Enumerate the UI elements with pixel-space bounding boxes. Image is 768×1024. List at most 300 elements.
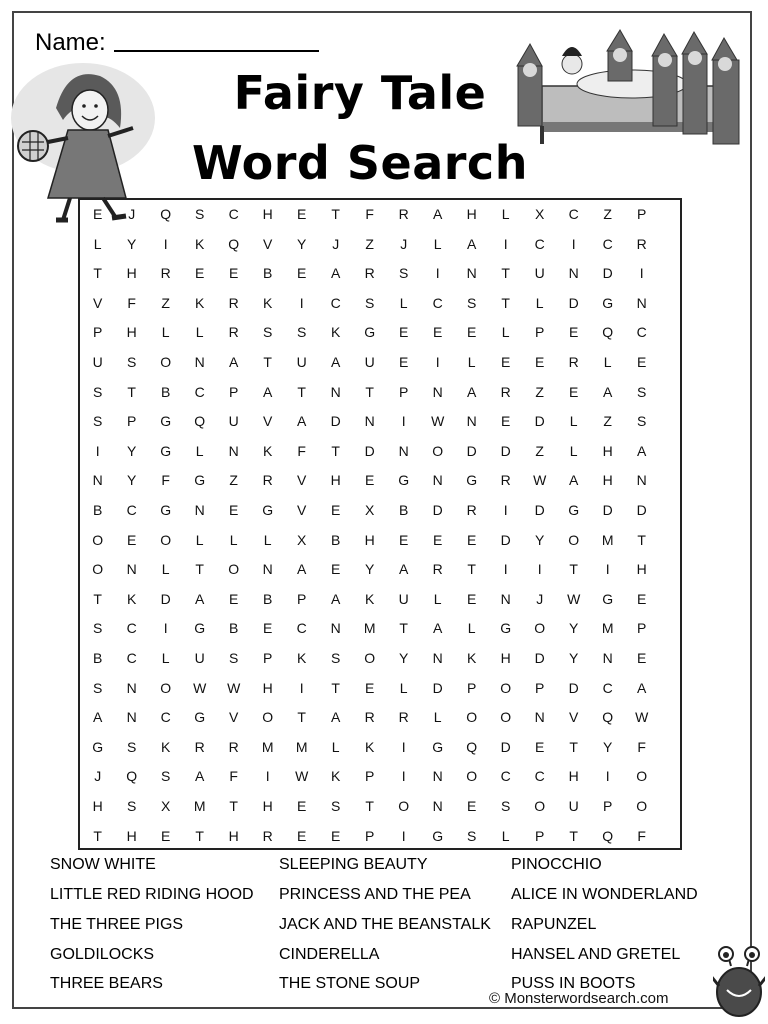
grid-letter[interactable]: I xyxy=(401,413,406,430)
grid-letter[interactable]: K xyxy=(263,294,273,311)
grid-letter[interactable]: L xyxy=(195,324,204,341)
grid-letter[interactable]: Z xyxy=(161,294,170,311)
grid-letter[interactable]: E xyxy=(331,561,341,578)
grid-letter[interactable]: I xyxy=(299,294,304,311)
grid-letter[interactable]: P xyxy=(603,798,613,814)
grid-letter[interactable]: A xyxy=(433,620,443,637)
grid-letter[interactable]: L xyxy=(467,354,476,370)
grid-letter[interactable]: L xyxy=(195,531,204,548)
grid-letter[interactable]: I xyxy=(163,620,168,637)
grid-letter[interactable]: U xyxy=(534,265,545,282)
grid-letter[interactable]: C xyxy=(126,650,137,666)
grid-letter[interactable]: R xyxy=(432,561,443,578)
grid-letter[interactable]: O xyxy=(160,531,172,548)
grid-letter[interactable]: T xyxy=(501,294,510,311)
grid-letter[interactable]: C xyxy=(534,235,545,252)
grid-letter[interactable]: J xyxy=(94,768,102,785)
grid-letter[interactable]: G xyxy=(432,827,444,844)
grid-letter[interactable]: I xyxy=(503,561,508,578)
grid-letter[interactable]: A xyxy=(297,413,307,430)
grid-letter[interactable]: D xyxy=(568,679,579,696)
grid-letter[interactable]: D xyxy=(534,502,545,518)
grid-letter[interactable]: A xyxy=(603,383,613,400)
grid-letter[interactable]: F xyxy=(297,442,306,459)
grid-letter[interactable]: J xyxy=(332,235,340,252)
grid-letter[interactable]: L xyxy=(331,738,340,755)
grid-letter[interactable]: G xyxy=(92,738,104,755)
grid-letter[interactable]: W xyxy=(193,679,207,696)
grid-letter[interactable]: P xyxy=(93,324,103,341)
grid-letter[interactable]: H xyxy=(126,324,137,341)
grid-letter[interactable]: Y xyxy=(365,561,375,578)
grid-letter[interactable]: N xyxy=(432,383,443,400)
grid-letter[interactable]: T xyxy=(365,383,374,400)
grid-letter[interactable]: W xyxy=(431,413,445,430)
grid-letter[interactable]: O xyxy=(636,768,648,785)
grid-letter[interactable]: E xyxy=(127,531,137,548)
grid-letter[interactable]: L xyxy=(501,206,510,222)
grid-letter[interactable]: N xyxy=(534,709,545,726)
grid-letter[interactable]: G xyxy=(466,472,478,489)
grid-letter[interactable]: T xyxy=(569,561,578,578)
grid-letter[interactable]: P xyxy=(229,383,239,400)
grid-letter[interactable]: O xyxy=(432,442,444,459)
grid-letter[interactable]: N xyxy=(466,265,477,282)
grid-letter[interactable]: X xyxy=(365,502,375,518)
grid-letter[interactable]: O xyxy=(500,679,512,696)
grid-letter[interactable]: X xyxy=(161,798,171,814)
grid-letter[interactable]: Y xyxy=(127,472,137,489)
grid-letter[interactable]: E xyxy=(297,827,307,844)
grid-letter[interactable]: M xyxy=(363,620,376,637)
grid-letter[interactable]: K xyxy=(195,235,205,252)
grid-letter[interactable]: F xyxy=(229,768,238,785)
grid-letter[interactable]: T xyxy=(229,798,238,814)
grid-letter[interactable]: R xyxy=(364,265,375,282)
grid-letter[interactable]: N xyxy=(228,442,239,459)
grid-letter[interactable]: P xyxy=(399,383,409,400)
grid-letter[interactable]: K xyxy=(195,294,205,311)
grid-letter[interactable]: V xyxy=(229,709,239,726)
grid-letter[interactable]: O xyxy=(466,709,478,726)
grid-letter[interactable]: T xyxy=(331,679,340,696)
grid-letter[interactable]: E xyxy=(535,738,545,755)
grid-letter[interactable]: Q xyxy=(602,324,614,341)
grid-letter[interactable]: O xyxy=(466,768,478,785)
grid-letter[interactable]: L xyxy=(603,354,612,370)
grid-letter[interactable]: D xyxy=(500,442,511,459)
grid-letter[interactable]: P xyxy=(365,768,375,785)
grid-letter[interactable]: M xyxy=(601,620,614,637)
grid-letter[interactable]: R xyxy=(500,472,511,489)
grid-letter[interactable]: I xyxy=(163,235,168,252)
grid-letter[interactable]: B xyxy=(263,265,273,282)
grid-letter[interactable]: E xyxy=(501,354,511,370)
grid-letter[interactable]: T xyxy=(399,620,408,637)
grid-letter[interactable]: B xyxy=(93,650,103,666)
grid-letter[interactable]: G xyxy=(194,620,206,637)
grid-letter[interactable]: E xyxy=(467,590,477,607)
grid-letter[interactable]: N xyxy=(126,709,137,726)
grid-letter[interactable]: E xyxy=(195,265,205,282)
grid-letter[interactable]: N xyxy=(126,679,137,696)
grid-letter[interactable]: I xyxy=(537,561,542,578)
grid-letter[interactable]: N xyxy=(194,354,205,370)
grid-letter[interactable]: I xyxy=(605,561,610,578)
grid-letter[interactable]: I xyxy=(299,679,304,696)
grid-letter[interactable]: Q xyxy=(228,235,240,252)
grid-letter[interactable]: M xyxy=(261,738,274,755)
grid-letter[interactable]: U xyxy=(364,354,375,370)
grid-letter[interactable]: V xyxy=(93,294,103,311)
grid-letter[interactable]: B xyxy=(93,502,103,518)
grid-letter[interactable]: T xyxy=(365,798,374,814)
grid-letter[interactable]: O xyxy=(364,650,376,666)
grid-letter[interactable]: T xyxy=(195,827,204,844)
grid-letter[interactable]: E xyxy=(535,354,545,370)
grid-letter[interactable]: K xyxy=(365,738,375,755)
grid-letter[interactable]: Q xyxy=(194,413,206,430)
grid-letter[interactable]: L xyxy=(433,590,442,607)
grid-letter[interactable]: K xyxy=(161,738,171,755)
grid-letter[interactable]: E xyxy=(365,472,375,489)
grid-letter[interactable]: T xyxy=(93,590,102,607)
grid-letter[interactable]: S xyxy=(331,650,341,666)
grid-letter[interactable]: A xyxy=(331,265,341,282)
grid-letter[interactable]: K xyxy=(127,590,137,607)
grid-letter[interactable]: C xyxy=(126,502,137,518)
grid-letter[interactable]: Z xyxy=(603,413,612,430)
grid-letter[interactable]: I xyxy=(503,235,508,252)
grid-letter[interactable]: A xyxy=(195,768,205,785)
grid-letter[interactable]: I xyxy=(401,827,406,844)
grid-letter[interactable]: S xyxy=(229,650,239,666)
grid-letter[interactable]: S xyxy=(93,679,103,696)
grid-letter[interactable]: H xyxy=(330,472,341,489)
grid-letter[interactable]: S xyxy=(93,620,103,637)
grid-letter[interactable]: Z xyxy=(603,206,612,222)
grid-letter[interactable]: G xyxy=(602,294,614,311)
grid-letter[interactable]: N xyxy=(330,383,341,400)
grid-letter[interactable]: Q xyxy=(126,768,138,785)
grid-letter[interactable]: E xyxy=(467,324,477,341)
grid-letter[interactable]: C xyxy=(500,768,511,785)
grid-letter[interactable]: N xyxy=(194,502,205,518)
grid-letter[interactable]: H xyxy=(500,650,511,666)
grid-letter[interactable]: K xyxy=(331,324,341,341)
grid-letter[interactable]: T xyxy=(637,531,646,548)
grid-letter[interactable]: E xyxy=(331,827,341,844)
grid-letter[interactable]: A xyxy=(297,561,307,578)
grid-letter[interactable]: K xyxy=(331,768,341,785)
grid-letter[interactable]: V xyxy=(263,235,273,252)
grid-letter[interactable]: Y xyxy=(127,442,137,459)
grid-letter[interactable]: U xyxy=(92,354,103,370)
grid-letter[interactable]: C xyxy=(296,620,307,637)
grid-letter[interactable]: O xyxy=(262,709,274,726)
grid-letter[interactable]: S xyxy=(637,383,647,400)
grid-letter[interactable]: R xyxy=(568,354,579,370)
grid-letter[interactable]: L xyxy=(229,531,238,548)
grid-letter[interactable]: E xyxy=(399,324,409,341)
name-blank-line[interactable] xyxy=(114,28,319,52)
grid-letter[interactable]: E xyxy=(93,206,103,222)
grid-letter[interactable]: L xyxy=(433,709,442,726)
grid-letter[interactable]: G xyxy=(398,472,410,489)
grid-letter[interactable]: N xyxy=(364,413,375,430)
grid-letter[interactable]: C xyxy=(330,294,341,311)
grid-letter[interactable]: L xyxy=(195,442,204,459)
grid-letter[interactable]: G xyxy=(568,502,580,518)
grid-letter[interactable]: N xyxy=(126,561,137,578)
grid-letter[interactable]: K xyxy=(467,650,477,666)
grid-letter[interactable]: R xyxy=(500,383,511,400)
grid-letter[interactable]: W xyxy=(567,590,581,607)
grid-letter[interactable]: G xyxy=(194,709,206,726)
grid-letter[interactable]: T xyxy=(93,265,102,282)
grid-letter[interactable]: A xyxy=(229,354,239,370)
grid-letter[interactable]: N xyxy=(398,442,409,459)
grid-letter[interactable]: N xyxy=(636,294,647,311)
grid-letter[interactable]: V xyxy=(297,502,307,518)
grid-letter[interactable]: S xyxy=(467,294,477,311)
grid-letter[interactable]: C xyxy=(228,206,239,222)
grid-letter[interactable]: N xyxy=(636,472,647,489)
grid-letter[interactable]: P xyxy=(467,679,477,696)
grid-letter[interactable]: D xyxy=(160,590,171,607)
grid-letter[interactable]: T xyxy=(331,206,340,222)
grid-letter[interactable]: Z xyxy=(365,235,374,252)
grid-letter[interactable]: D xyxy=(364,442,375,459)
grid-letter[interactable]: H xyxy=(262,679,273,696)
grid-letter[interactable]: E xyxy=(229,502,239,518)
grid-letter[interactable]: Y xyxy=(399,650,409,666)
grid-letter[interactable]: A xyxy=(433,206,443,222)
grid-letter[interactable]: G xyxy=(262,502,274,518)
grid-letter[interactable]: A xyxy=(331,590,341,607)
grid-letter[interactable]: A xyxy=(637,442,647,459)
grid-letter[interactable]: O xyxy=(534,798,546,814)
grid-letter[interactable]: S xyxy=(637,413,647,430)
grid-letter[interactable]: H xyxy=(602,472,613,489)
grid-letter[interactable]: G xyxy=(364,324,376,341)
grid-letter[interactable]: N xyxy=(432,768,443,785)
grid-letter[interactable]: I xyxy=(435,354,440,370)
grid-letter[interactable]: A xyxy=(467,235,477,252)
grid-letter[interactable]: R xyxy=(364,709,375,726)
grid-letter[interactable]: C xyxy=(534,768,545,785)
grid-letter[interactable]: S xyxy=(93,383,103,400)
grid-letter[interactable]: H xyxy=(602,442,613,459)
grid-letter[interactable]: D xyxy=(466,442,477,459)
grid-letter[interactable]: T xyxy=(127,383,136,400)
grid-letter[interactable]: W xyxy=(533,472,547,489)
grid-letter[interactable]: Q xyxy=(466,738,478,755)
grid-letter[interactable]: G xyxy=(432,738,444,755)
grid-letter[interactable]: D xyxy=(330,413,341,430)
grid-letter[interactable]: E xyxy=(399,531,409,548)
grid-letter[interactable]: S xyxy=(195,206,205,222)
grid-letter[interactable]: J xyxy=(400,235,408,252)
grid-letter[interactable]: I xyxy=(435,265,440,282)
grid-letter[interactable]: T xyxy=(501,265,510,282)
grid-letter[interactable]: O xyxy=(398,798,410,814)
grid-letter[interactable]: K xyxy=(263,442,273,459)
grid-letter[interactable]: D xyxy=(500,531,511,548)
grid-letter[interactable]: U xyxy=(296,354,307,370)
grid-letter[interactable]: D xyxy=(432,502,443,518)
grid-letter[interactable]: N xyxy=(500,590,511,607)
grid-letter[interactable]: P xyxy=(127,413,137,430)
grid-letter[interactable]: R xyxy=(228,324,239,341)
grid-letter[interactable]: D xyxy=(534,413,545,430)
grid-letter[interactable]: S xyxy=(467,827,477,844)
grid-letter[interactable]: L xyxy=(399,679,408,696)
grid-letter[interactable]: L xyxy=(161,324,170,341)
grid-letter[interactable]: O xyxy=(160,679,172,696)
grid-letter[interactable]: I xyxy=(401,768,406,785)
grid-letter[interactable]: R xyxy=(636,235,647,252)
grid-letter[interactable]: O xyxy=(160,354,172,370)
grid-letter[interactable]: U xyxy=(568,798,579,814)
grid-letter[interactable]: W xyxy=(295,768,309,785)
grid-letter[interactable]: J xyxy=(536,590,544,607)
grid-letter[interactable]: H xyxy=(126,265,137,282)
grid-letter[interactable]: V xyxy=(569,709,579,726)
grid-letter[interactable]: L xyxy=(535,294,544,311)
grid-letter[interactable]: H xyxy=(568,768,579,785)
grid-letter[interactable]: L xyxy=(93,235,102,252)
grid-letter[interactable]: W xyxy=(227,679,241,696)
grid-letter[interactable]: B xyxy=(161,383,171,400)
grid-letter[interactable]: H xyxy=(228,827,239,844)
grid-letter[interactable]: L xyxy=(569,413,578,430)
grid-letter[interactable]: S xyxy=(93,413,103,430)
grid-letter[interactable]: S xyxy=(399,265,409,282)
grid-letter[interactable]: L xyxy=(501,324,510,341)
grid-letter[interactable]: G xyxy=(160,442,172,459)
grid-letter[interactable]: A xyxy=(331,709,341,726)
grid-letter[interactable]: B xyxy=(399,502,409,518)
grid-letter[interactable]: O xyxy=(92,561,104,578)
grid-letter[interactable]: R xyxy=(262,827,273,844)
grid-letter[interactable]: U xyxy=(398,590,409,607)
grid-letter[interactable]: A xyxy=(195,590,205,607)
grid-letter[interactable]: B xyxy=(229,620,239,637)
grid-letter[interactable]: S xyxy=(263,324,273,341)
grid-letter[interactable]: N xyxy=(432,472,443,489)
grid-letter[interactable]: H xyxy=(262,798,273,814)
grid-letter[interactable]: T xyxy=(467,561,476,578)
grid-letter[interactable]: T xyxy=(297,709,306,726)
grid-letter[interactable]: E xyxy=(229,265,239,282)
grid-letter[interactable]: Z xyxy=(229,472,238,489)
grid-letter[interactable]: Y xyxy=(569,650,579,666)
grid-letter[interactable]: S xyxy=(331,798,341,814)
grid-letter[interactable]: M xyxy=(193,798,206,814)
grid-letter[interactable]: D xyxy=(432,679,443,696)
grid-letter[interactable]: T xyxy=(569,827,578,844)
grid-letter[interactable]: E xyxy=(297,265,307,282)
grid-letter[interactable]: E xyxy=(433,531,443,548)
grid-letter[interactable]: G xyxy=(602,590,614,607)
grid-letter[interactable]: D xyxy=(602,502,613,518)
grid-letter[interactable]: Y xyxy=(127,235,137,252)
grid-letter[interactable]: P xyxy=(535,827,545,844)
grid-letter[interactable]: O xyxy=(92,531,104,548)
grid-letter[interactable]: N xyxy=(466,413,477,430)
grid-letter[interactable]: E xyxy=(297,206,307,222)
grid-letter[interactable]: D xyxy=(534,650,545,666)
grid-letter[interactable]: A xyxy=(331,354,341,370)
grid-letter[interactable]: E xyxy=(365,679,375,696)
grid-letter[interactable]: P xyxy=(263,650,273,666)
grid-letter[interactable]: F xyxy=(637,738,646,755)
grid-letter[interactable]: L xyxy=(501,827,510,844)
grid-letter[interactable]: Q xyxy=(160,206,172,222)
grid-letter[interactable]: C xyxy=(194,383,205,400)
grid-letter[interactable]: N xyxy=(602,650,613,666)
grid-letter[interactable]: F xyxy=(637,827,646,844)
grid-letter[interactable]: M xyxy=(295,738,308,755)
grid-letter[interactable]: S xyxy=(127,798,137,814)
grid-letter[interactable]: N xyxy=(568,265,579,282)
grid-letter[interactable]: R xyxy=(398,206,409,222)
grid-letter[interactable]: C xyxy=(568,206,579,222)
grid-letter[interactable]: E xyxy=(229,590,239,607)
grid-letter[interactable]: U xyxy=(194,650,205,666)
grid-letter[interactable]: I xyxy=(95,442,100,459)
grid-letter[interactable]: I xyxy=(571,235,576,252)
grid-letter[interactable]: H xyxy=(466,206,477,222)
grid-letter[interactable]: A xyxy=(263,383,273,400)
grid-letter[interactable]: P xyxy=(637,206,647,222)
grid-letter[interactable]: O xyxy=(228,561,240,578)
grid-letter[interactable]: I xyxy=(401,738,406,755)
grid-letter[interactable]: G xyxy=(160,413,172,430)
grid-letter[interactable]: P xyxy=(365,827,375,844)
grid-letter[interactable]: B xyxy=(263,590,273,607)
grid-letter[interactable]: K xyxy=(297,650,307,666)
name-field[interactable] xyxy=(35,28,319,57)
grid-letter[interactable]: F xyxy=(127,294,136,311)
grid-letter[interactable]: E xyxy=(637,590,647,607)
grid-letter[interactable]: S xyxy=(297,324,307,341)
grid-letter[interactable]: H xyxy=(126,827,137,844)
grid-letter[interactable]: L xyxy=(399,294,408,311)
grid-letter[interactable]: H xyxy=(92,798,103,814)
grid-letter[interactable]: T xyxy=(569,738,578,755)
grid-letter[interactable]: D xyxy=(602,265,613,282)
grid-letter[interactable]: I xyxy=(265,768,270,785)
grid-letter[interactable]: T xyxy=(93,827,102,844)
grid-letter[interactable]: S xyxy=(501,798,511,814)
grid-letter[interactable]: A xyxy=(637,679,647,696)
grid-letter[interactable]: R xyxy=(466,502,477,518)
grid-letter[interactable]: D xyxy=(568,294,579,311)
grid-letter[interactable]: K xyxy=(365,590,375,607)
grid-letter[interactable]: X xyxy=(297,531,307,548)
grid-letter[interactable]: E xyxy=(399,354,409,370)
grid-letter[interactable]: H xyxy=(262,206,273,222)
grid-letter[interactable]: H xyxy=(364,531,375,548)
grid-letter[interactable]: E xyxy=(263,620,273,637)
grid-letter[interactable]: I xyxy=(503,502,508,518)
grid-letter[interactable]: Y xyxy=(297,235,307,252)
grid-letter[interactable]: A xyxy=(467,383,477,400)
grid-letter[interactable]: R xyxy=(262,472,273,489)
grid-letter[interactable]: C xyxy=(432,294,443,311)
